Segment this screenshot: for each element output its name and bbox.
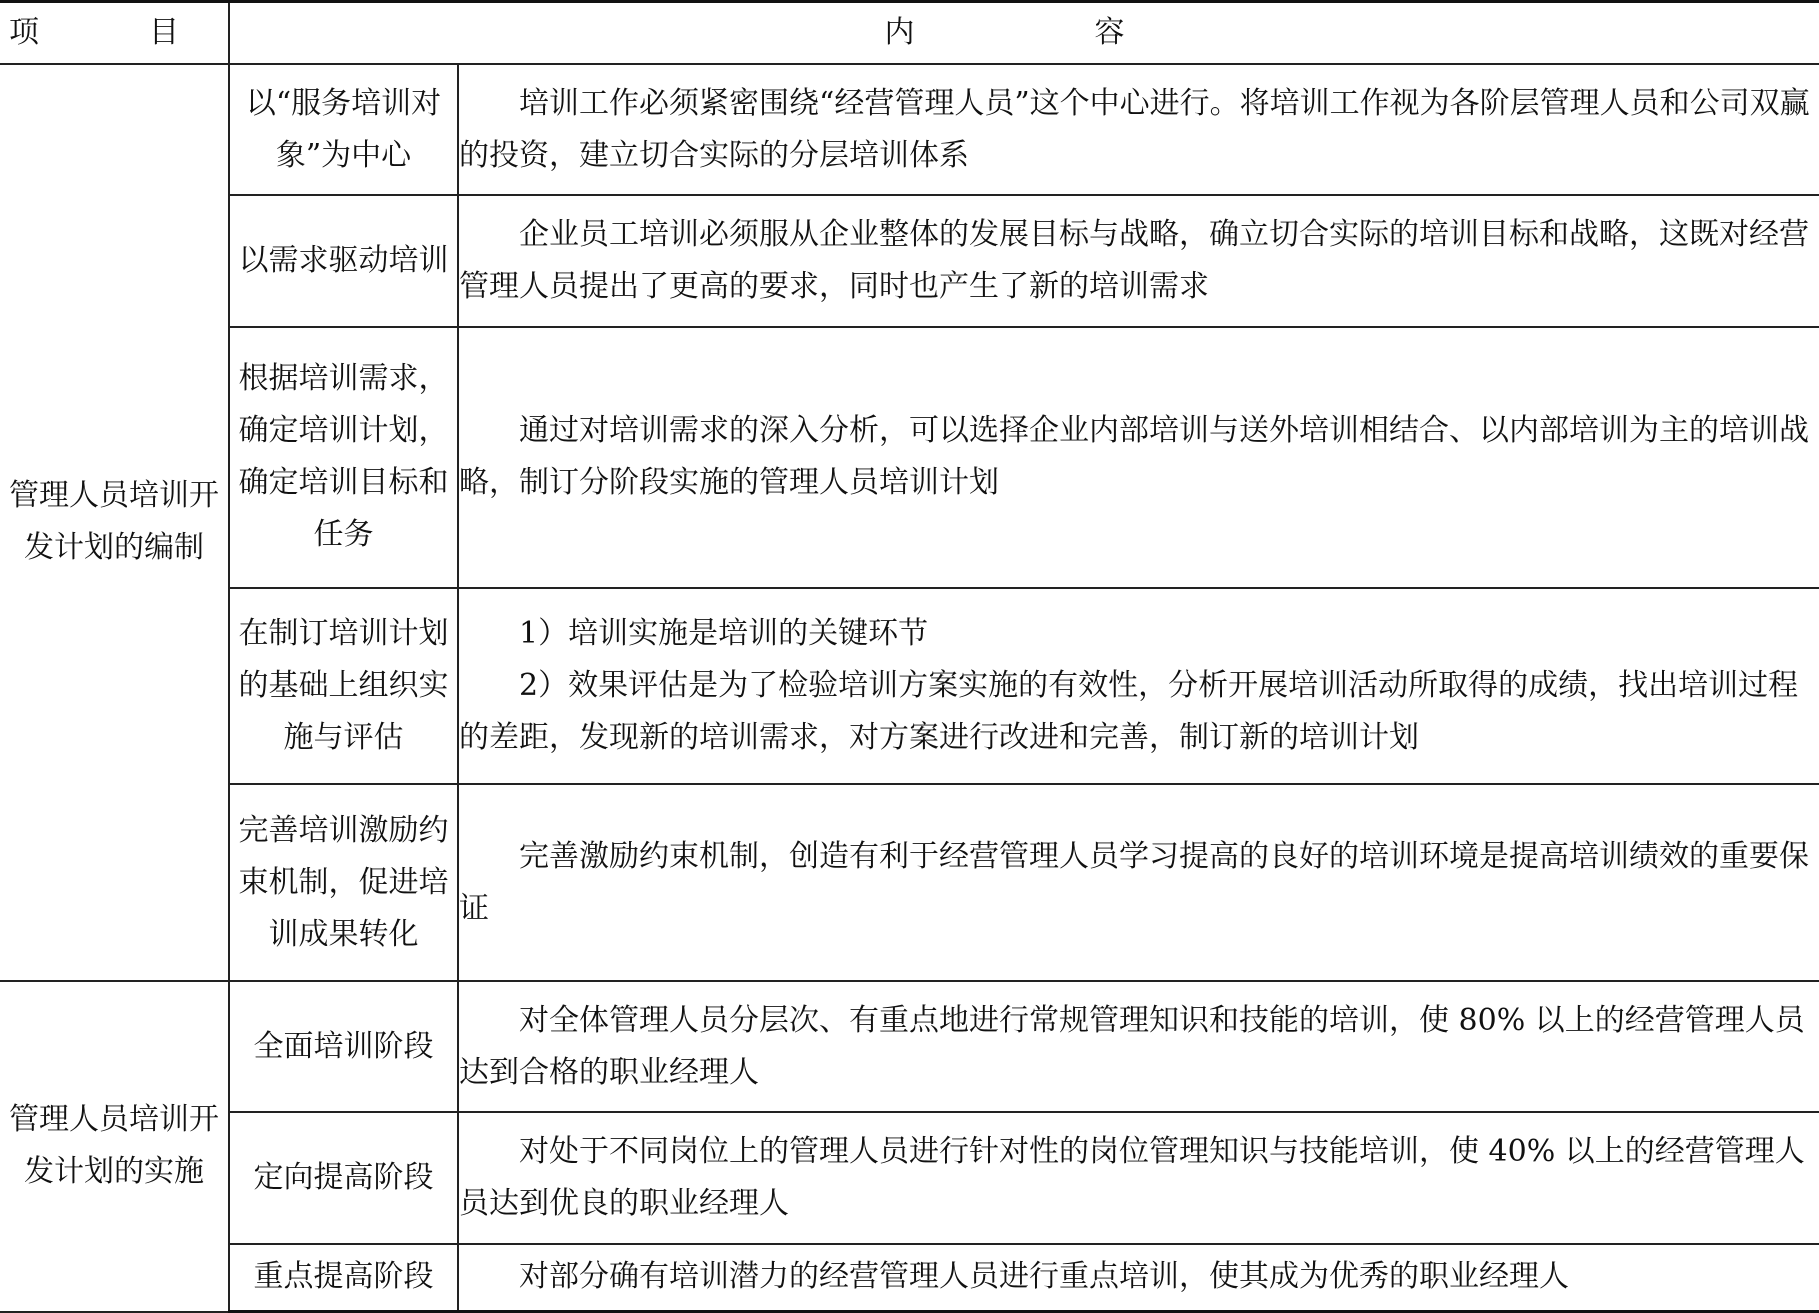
subitem-cell: 以“服务培训对象”为中心 <box>229 64 458 196</box>
content-paragraph: 对处于不同岗位上的管理人员进行针对性的岗位管理知识与技能培训，使 40% 以上的经营管理人员达到优良的职业经理人 <box>459 1134 1805 1222</box>
table-row <box>0 784 1819 981</box>
subitem-cell: 重点提高阶段 <box>229 1244 458 1312</box>
subitem-cell: 以需求驱动培训 <box>229 195 458 327</box>
content-paragraph: 完善激励约束机制，创造有利于经营管理人员学习提高的良好的培训环境是提高培训绩效的重要保证 <box>459 838 1809 926</box>
content-cell <box>458 981 1819 1113</box>
content-cell <box>458 327 1819 588</box>
subitem-cell: 全面培训阶段 <box>229 981 458 1113</box>
content-cell <box>458 784 1819 981</box>
table-row <box>0 588 1819 785</box>
table-row <box>0 195 1819 327</box>
content-cell <box>458 1244 1819 1312</box>
content-paragraph: 企业员工培训必须服从企业整体的发展目标与战略，确立切合实际的培训目标和战略，这既对经营管理人员提出了更高的要求，同时也产生了新的培训需求 <box>459 217 1809 305</box>
table-row <box>0 64 1819 196</box>
content-paragraph: 培训工作必须紧密围绕“经营管理人员”这个中心进行。将培训工作视为各阶层管理人员和公司双赢的投资，建立切合实际的分层培训体系 <box>459 85 1810 173</box>
content-cell <box>458 588 1819 785</box>
subitem-cell: 根据培训需求，确定培训计划，确定培训目标和任务 <box>229 327 458 588</box>
table-header-row <box>0 2 1819 64</box>
header-content: 内 容 <box>229 2 1819 64</box>
subitem-cell: 在制订培训计划的基础上组织实施与评估 <box>229 588 458 785</box>
content-paragraph: 2）效果评估是为了检验培训方案实施的有效性，分析开展培训活动所取得的成绩，找出培训过程的差距，发现新的培训需求，对方案进行改进和完善，制订新的培训计划 <box>459 667 1799 755</box>
header-item: 项 目 <box>0 2 229 64</box>
table-row <box>0 981 1819 1113</box>
content-cell <box>458 64 1819 196</box>
subitem-cell: 完善培训激励约束机制，促进培训成果转化 <box>229 784 458 981</box>
content-cell <box>458 1112 1819 1244</box>
subitem-cell: 定向提高阶段 <box>229 1112 458 1244</box>
table-row <box>0 1112 1819 1244</box>
content-paragraph: 对部分确有培训潜力的经营管理人员进行重点培训，使其成为优秀的职业经理人 <box>519 1259 1569 1295</box>
content-paragraph: 通过对培训需求的深入分析，可以选择企业内部培训与送外培训相结合、以内部培训为主的培训战略，制订分阶段实施的管理人员培训计划 <box>459 413 1809 501</box>
table-row <box>0 1244 1819 1312</box>
table-row <box>0 327 1819 588</box>
category-cell: 管理人员培训开发计划的编制 <box>0 64 229 981</box>
content-cell <box>458 195 1819 327</box>
content-paragraph: 1）培训实施是培训的关键环节 <box>519 615 929 651</box>
content-paragraph: 对全体管理人员分层次、有重点地进行常规管理知识和技能的培训，使 80% 以上的经营管理人员达到合格的职业经理人 <box>459 1002 1805 1090</box>
category-cell: 管理人员培训开发计划的实施 <box>0 981 229 1312</box>
